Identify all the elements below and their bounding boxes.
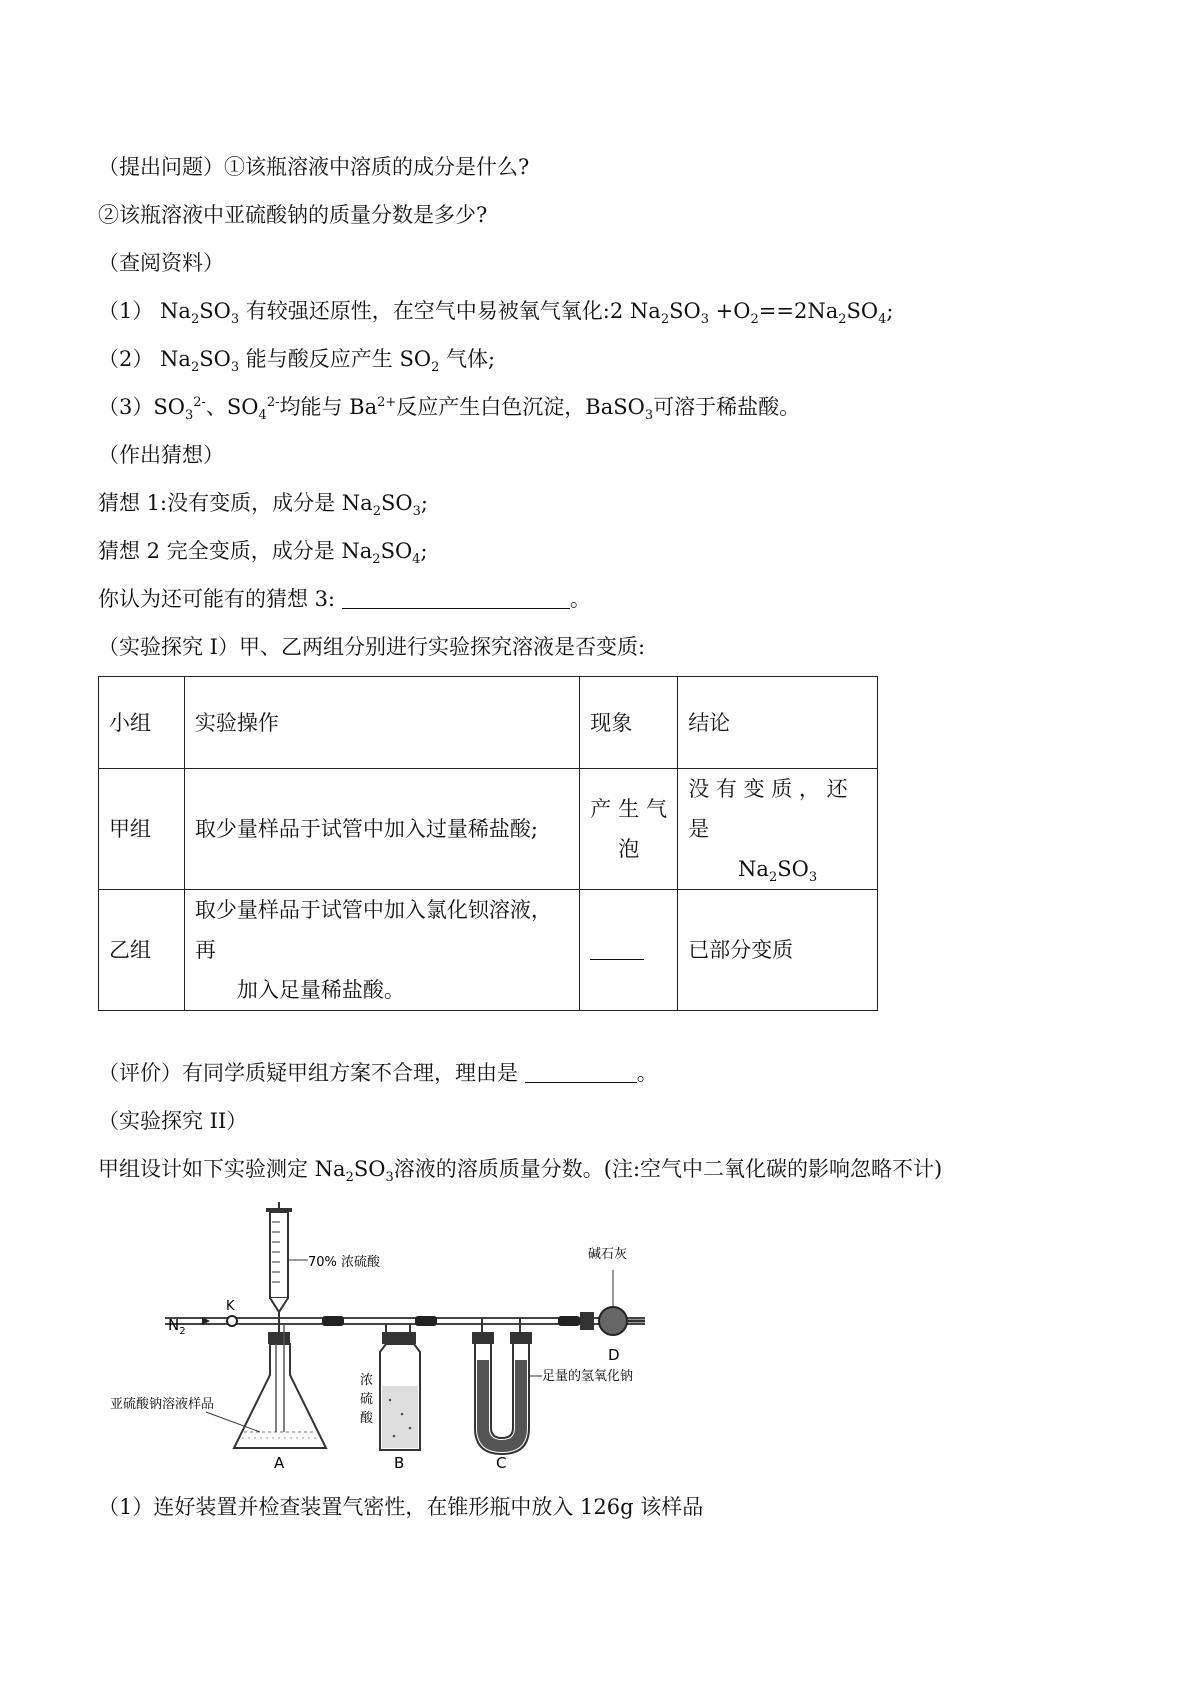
guess-3: 你认为还可能有的猜想 3: 。 — [98, 587, 591, 611]
label-sample: 亚硫酸钠溶液样品 — [110, 1397, 215, 1412]
label-acid: 70% 浓硫酸 — [308, 1255, 381, 1270]
label-n2: $N_2$ — [168, 1316, 186, 1337]
header-conclusion: 结论 — [678, 677, 878, 769]
cell-phenomenon — [580, 890, 678, 1011]
reference-item-1: （1） $Na_2SO_3$ 有较强还原性，在空气中易被氧气氧化:2 $Na_2SO_3 +O_2==2Na_2SO_4$; — [98, 299, 894, 328]
label-conc-2: 硫 — [360, 1392, 374, 1407]
reference-heading: （查阅资料） — [98, 251, 224, 275]
cell-operation: 取少量样品于试管中加入过量稀盐酸; — [184, 769, 579, 890]
evaluation-blank — [525, 1060, 637, 1083]
apparatus-diagram — [110, 1200, 730, 1470]
table-row — [99, 769, 878, 890]
step-1: （1）连好装置并检查装置气密性，在锥形瓶中放入 126g 该样品 — [98, 1495, 704, 1519]
exp2-description: 甲组设计如下实验测定 $Na_2SO_3$溶液的溶质质量分数。(注:空气中二氧化碳的影响忽略不计) — [98, 1157, 943, 1186]
reference-item-3: $(3)SO_3^{2-}$、$SO_4^{2-}$均能与 $Ba^{2+}$反应产生白色沉淀，BaSO$_3$可溶于稀盐酸。 — [98, 395, 801, 424]
evaluation: （评价）有同学质疑甲组方案不合理，理由是 。 — [98, 1061, 658, 1085]
guess-2: 猜想 2 完全变质，成分是 $Na_2SO_4$; — [98, 539, 428, 568]
question-2: ②该瓶溶液中亚硫酸钠的质量分数是多少? — [98, 203, 488, 227]
header-operation: 实验操作 — [184, 677, 579, 769]
phenomenon-blank — [590, 937, 644, 960]
dropping-funnel — [266, 1202, 308, 1332]
flask-a — [234, 1324, 326, 1448]
label-c: C — [496, 1454, 507, 1470]
label-a: A — [274, 1454, 285, 1470]
label-conc-1: 浓 — [360, 1373, 374, 1388]
guess-3-blank — [342, 586, 570, 609]
cell-phenomenon: 产 生 气 泡 — [580, 769, 678, 890]
cell-group: 乙组 — [99, 890, 185, 1011]
cell-conclusion: 已部分变质 — [678, 890, 878, 1011]
guess-1: 猜想 1:没有变质，成分是 $Na_2SO_3$; — [98, 491, 428, 520]
header-group: 小组 — [99, 677, 185, 769]
header-phenomenon: 现象 — [580, 677, 678, 769]
label-conc-3: 酸 — [360, 1411, 374, 1426]
u-tube-c — [472, 1318, 542, 1454]
exp2-heading: （实验探究 II） — [98, 1109, 248, 1133]
valve-k-icon — [227, 1316, 237, 1326]
experiment-table — [98, 676, 878, 1011]
cell-group: 甲组 — [99, 769, 185, 890]
drying-tube-d — [580, 1270, 645, 1335]
cell-conclusion: 没 有 变 质 ， 还 是 $Na_2SO_3$ — [678, 769, 878, 890]
label-b: B — [394, 1454, 405, 1470]
table-header-row — [99, 677, 878, 769]
table-row — [99, 890, 878, 1011]
label-naoh: 足量的氢氧化钠 — [542, 1369, 634, 1384]
cell-operation: 取少量样品于试管中加入氯化钡溶液，再 加入足量稀盐酸。 — [184, 890, 579, 1011]
reference-item-2: （2） $Na_2SO_3$ 能与酸反应产生 $SO_2$ 气体; — [98, 347, 496, 376]
gas-washing-bottle-b — [380, 1324, 420, 1450]
exp1-heading: （实验探究 I）甲、乙两组分别进行实验探究溶液是否变质: — [98, 635, 646, 659]
label-k: K — [226, 1299, 235, 1314]
label-lime: 碱石灰 — [588, 1247, 628, 1262]
question-heading: （提出问题）①该瓶溶液中溶质的成分是什么? — [98, 155, 530, 179]
guess-heading: （作出猜想） — [98, 443, 224, 467]
label-d: D — [608, 1346, 620, 1364]
